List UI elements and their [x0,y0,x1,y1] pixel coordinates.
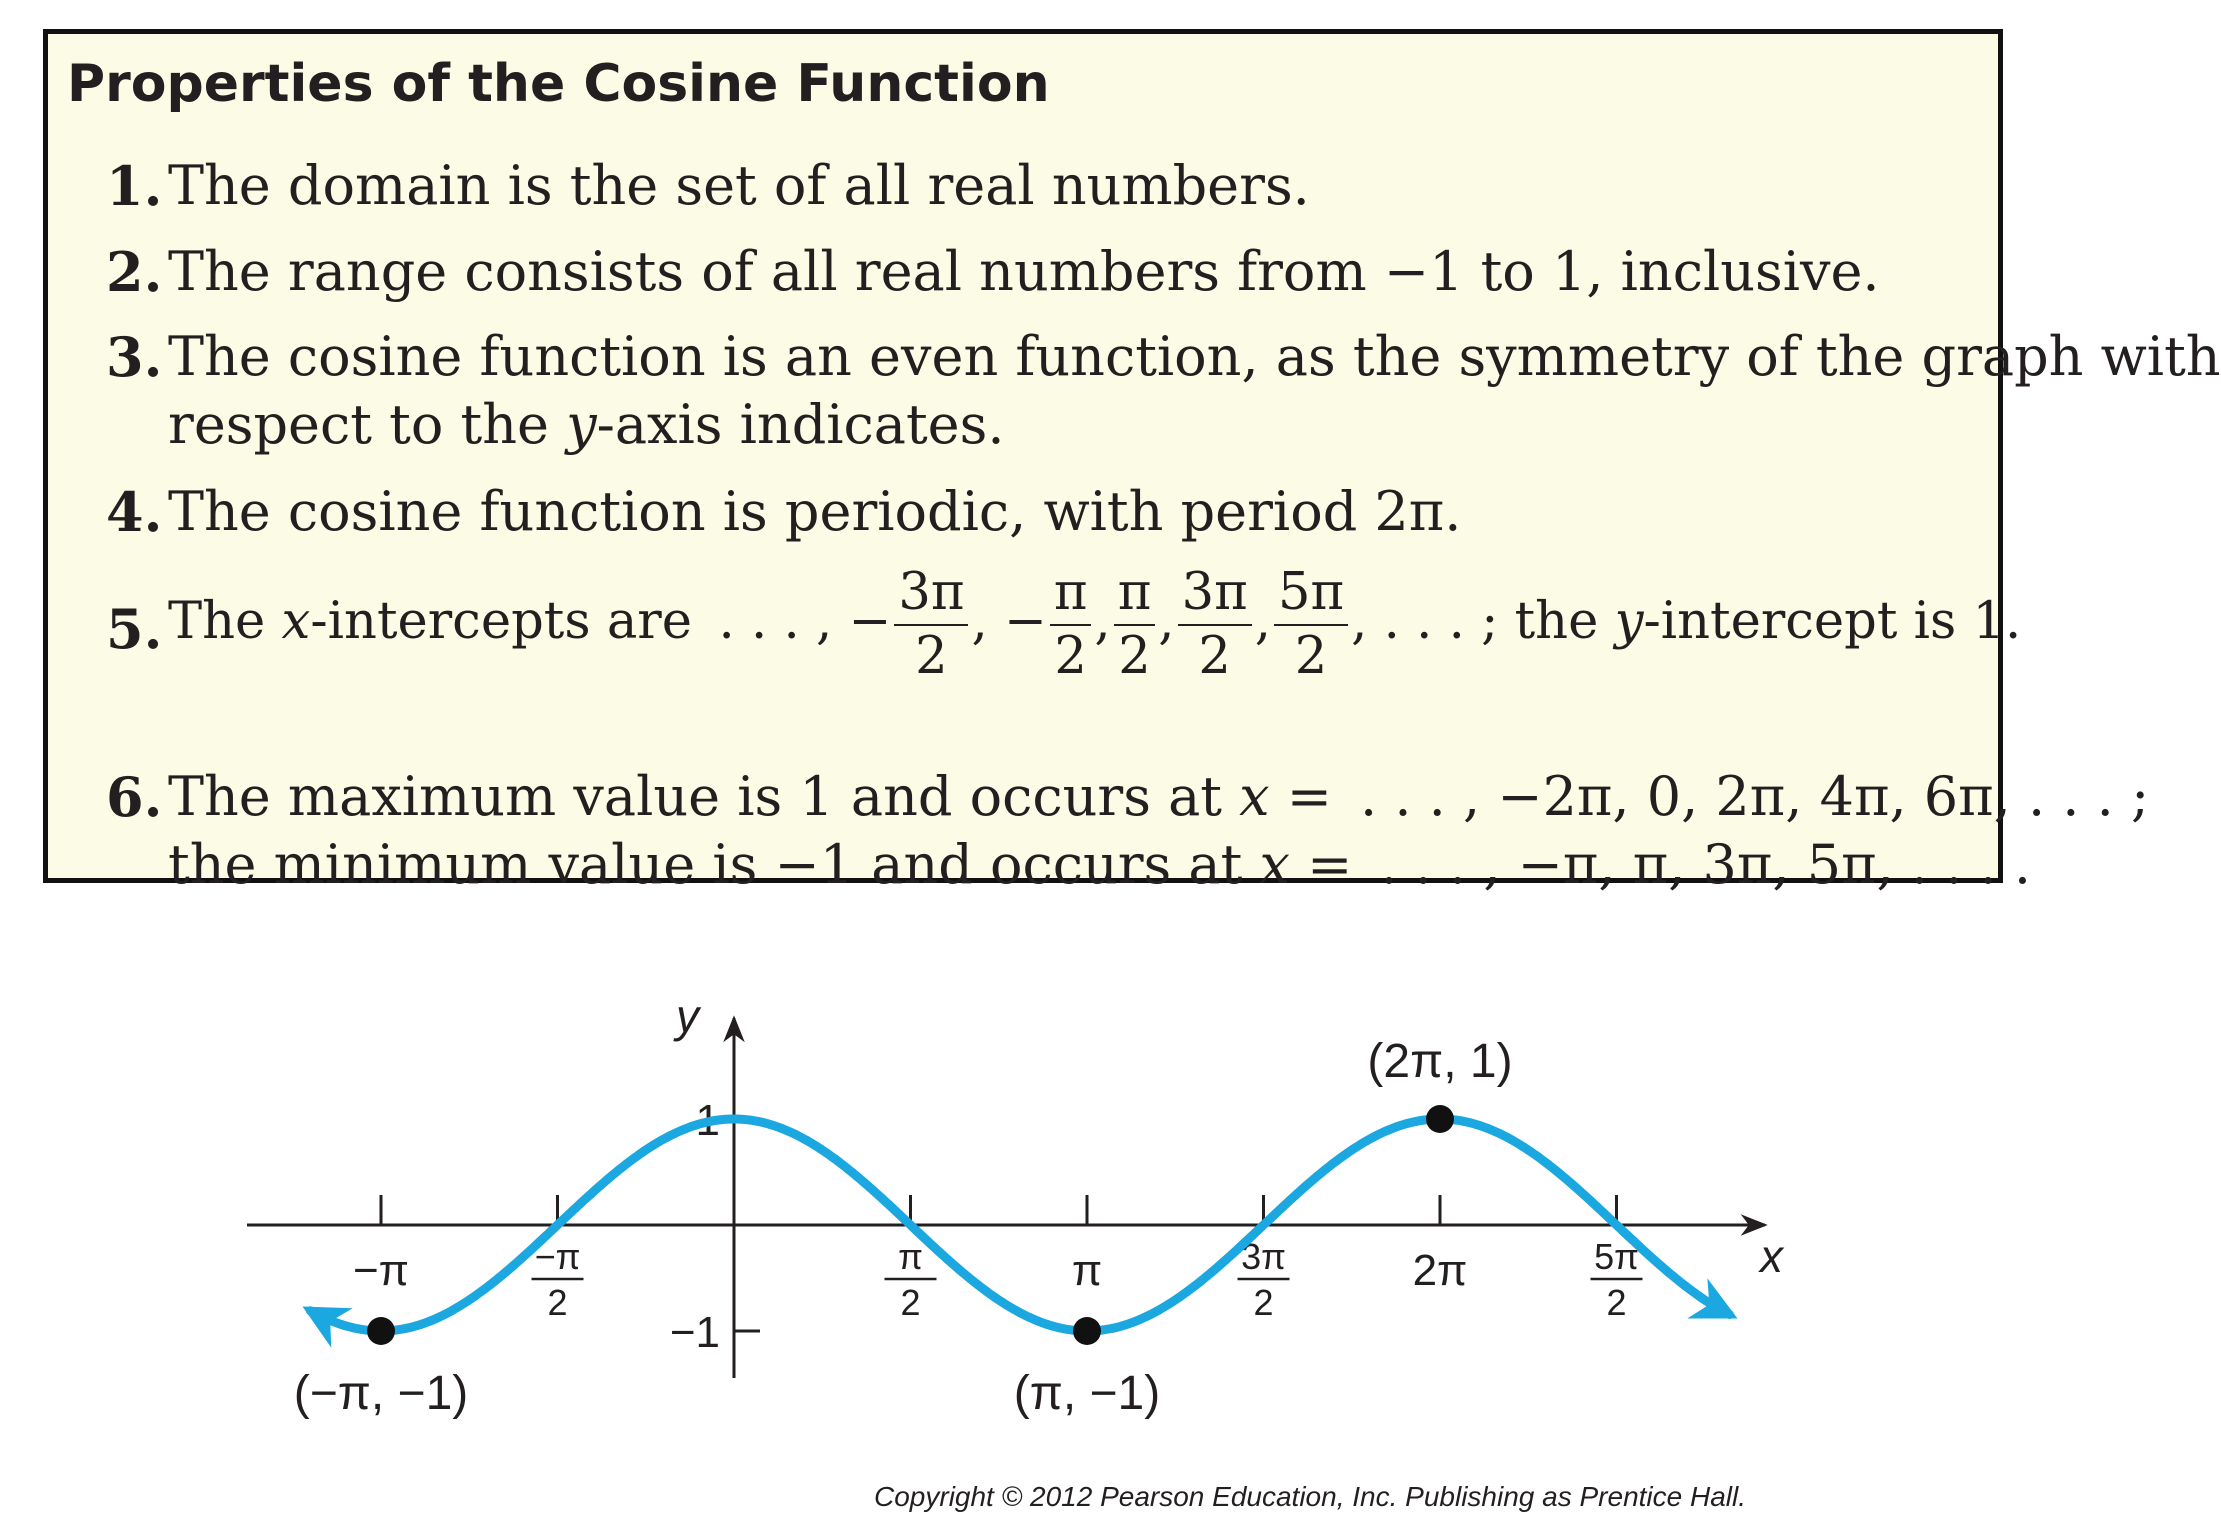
x-tick-label-numerator: −π [534,1236,581,1277]
copyright-notice: Copyright © 2012 Pearson Education, Inc. Publishing as Prentice Hall. [874,1481,1747,1512]
property-number: 2. [106,240,163,304]
property-text-line-2: the minimum value is −1 and occurs at x = . . . , −π, π, 3π, 5π, . . . . [168,833,2032,896]
x-tick-label-denominator: 2 [1253,1282,1274,1323]
data-point-label: (−π, −1) [293,1367,469,1420]
data-point-label: (π, −1) [1013,1367,1161,1420]
x-tick-label-denominator: 2 [1606,1282,1627,1323]
data-point-label: (2π, 1) [1367,1035,1513,1088]
x-tick-label-denominator: 2 [547,1282,568,1323]
property-number: 3. [106,325,163,389]
y-axis-label: y [676,990,699,1042]
fraction: $\frac{\pi}{2}$ [1050,562,1092,688]
property-number: 6. [106,765,163,829]
x-tick-label: 2π [1412,1246,1468,1295]
property-number: 1. [106,154,163,218]
property-text: The cosine function is periodic, with period 2π. [168,480,1462,543]
properties-box [43,29,2221,896]
y-tick-label: −1 [669,1308,720,1357]
data-point [1073,1317,1101,1345]
data-point [367,1317,395,1345]
cosine-graph [0,960,2048,1460]
property-text-line-2: respect to the y-axis indicates. [168,393,1005,456]
property-text: The x-intercepts are . . . , − $\frac{3\pi}{2}$ , − $\frac{\pi}{2}$ , $\frac{\pi}{2}$ , $\frac{3\pi}{2}$ , $\frac{5\pi}{2}$ , . . . ; the y-intercept is 1. [168,563,2022,686]
fraction: $\frac{\pi}{2}$ [1114,562,1156,688]
property-text-line-1: The maximum value is 1 and occurs at x = . . . , −2π, 0, 2π, 4π, 6π, . . . ; [168,765,2150,828]
x-tick-label: −π [352,1246,410,1295]
x-tick-label: π [1071,1246,1103,1295]
x-axis-label: x [1760,1230,1783,1282]
property-text: The domain is the set of all real numbers. [168,154,1310,217]
property-number: 4. [106,480,163,544]
x-tick-label-numerator: 3π [1241,1236,1286,1277]
fraction: $\frac{3\pi}{2}$ [894,562,968,688]
x-tick-label-numerator: π [898,1236,923,1277]
property-number: 5. [106,597,163,661]
property-text: The range consists of all real numbers from −1 to 1, inclusive. [168,240,1880,303]
fraction: $\frac{5\pi}{2}$ [1274,562,1348,688]
y-tick-label: 1 [695,1096,720,1145]
property-text-line-1: The cosine function is an even function, as the symmetry of the graph with [168,325,2221,388]
data-point [1426,1105,1454,1133]
box-title: Properties of the Cosine Function [67,54,1050,114]
x-tick-label-numerator: 5π [1594,1236,1639,1277]
x-tick-label-denominator: 2 [900,1282,921,1323]
fraction: $\frac{3\pi}{2}$ [1178,562,1252,688]
